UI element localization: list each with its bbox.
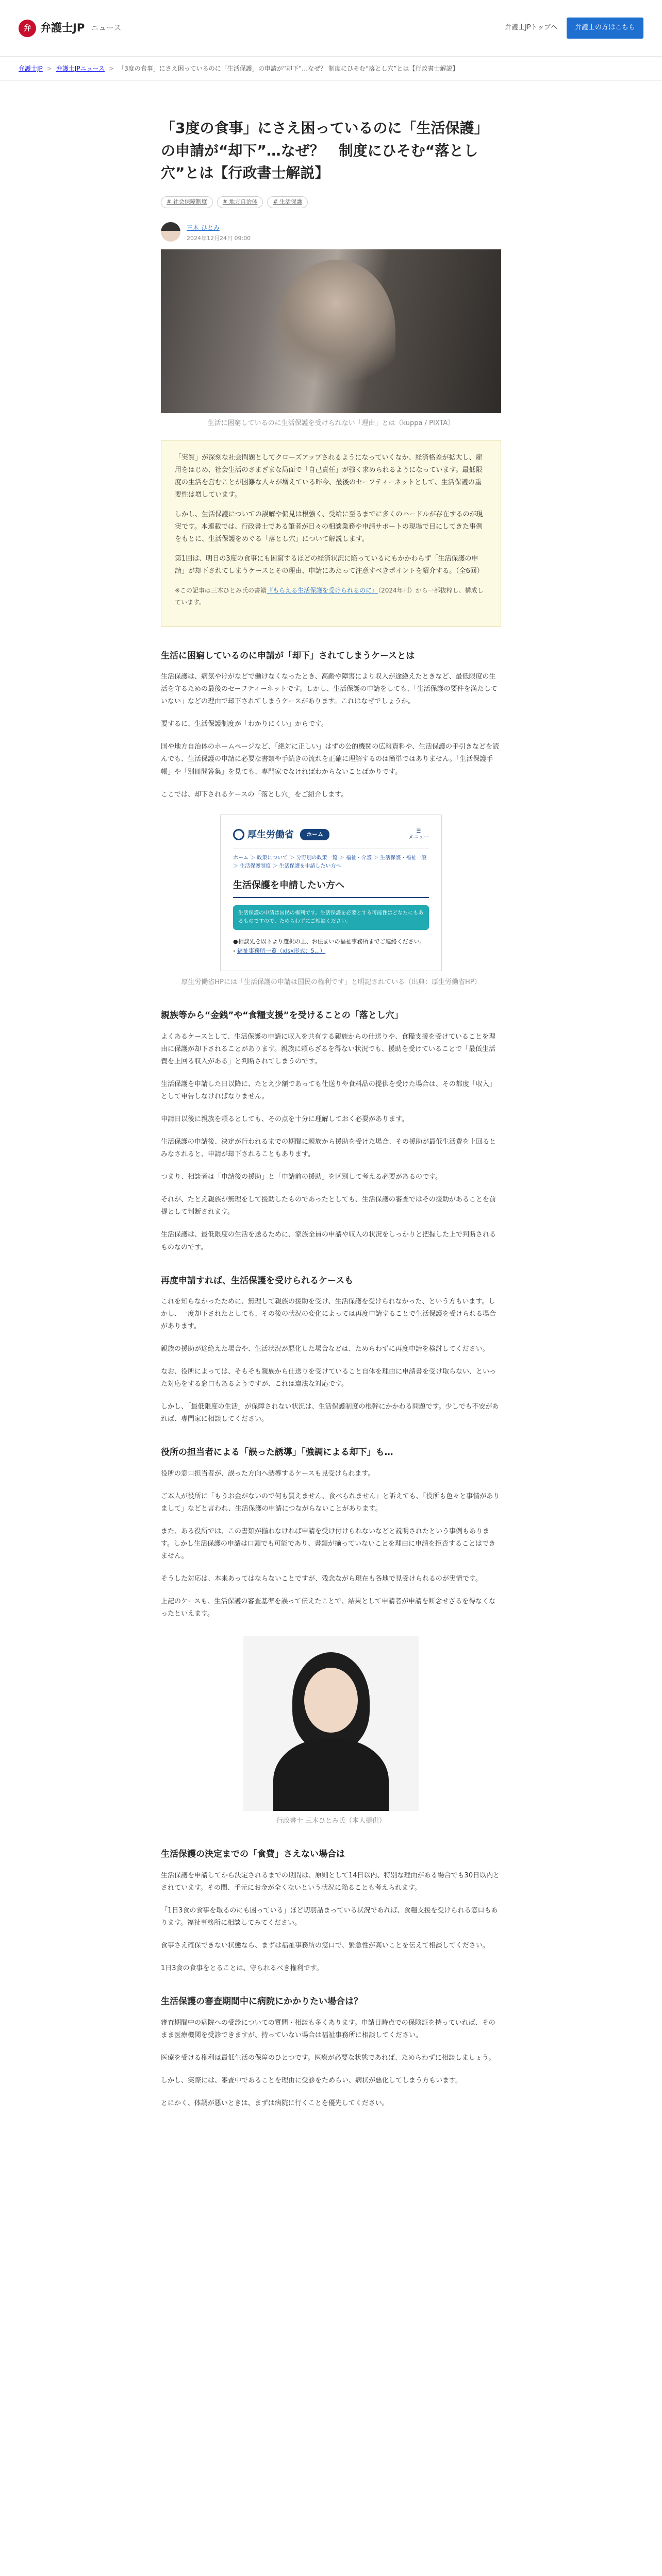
body-paragraph: なお、役所によっては、そもそも親族から仕送りを受けていること自体を理由に申請書を受け取らない、といった対応をする窓口もあるようですが、これは違法な対応です。 (161, 1368, 496, 1388)
article-container (161, 81, 501, 2110)
site-logo[interactable] (19, 18, 121, 38)
body-paragraph: しかし、実際には、審査中であることを理由に受診をためらい、病状が悪化してしまう方もいます。 (161, 2076, 462, 2084)
link-bengoshi-top[interactable]: 弁護士JPトップへ (504, 24, 557, 32)
hamburger-icon: ☰ (416, 828, 421, 835)
body-paragraph: 親族の援助が途絶えた場合や、生活状況が悪化した場合などは、ためらわずに再度申請を検討してください。 (161, 1345, 489, 1353)
tag-list (161, 196, 501, 208)
body-paragraph: 生活保護は、最低限度の生活を送るために、家族全員の申請や収入の状況をしっかりと把握した上で判断されるものなのです。 (161, 1231, 496, 1251)
author-avatar[interactable] (161, 222, 180, 242)
body-paragraph: 生活保護は、病気やけがなどで働けなくなったとき、高齢や障害により収入が途絶えたときなど、最低限度の生活を守るための最後のセーフティーネットです。しかし、生活保護の申請をしても、「生活保護の要件を満たしていない」などの理由で却下されてしまうケースがあります。これはなぜでしょうか。 (161, 673, 498, 706)
mhlw-caption: 厚生労働省HPには「生活保護の申請は国民の権利です」と明記されている（出典：厚生労働省HP） (181, 978, 481, 987)
article-summary-box (161, 440, 501, 627)
mhlw-menu: ☰ メニュー (408, 828, 429, 841)
breadcrumb-item-current: 「3度の食事」にさえ困っているのに「生活保護」の申請が“却下”…なぜ？ 制度にひそむ“落とし穴”とは【行政書士解説】 (118, 65, 459, 72)
header-nav (505, 18, 643, 38)
author-block (161, 222, 501, 242)
body-paragraph: これを知らなかったために、無理して親族の援助を受け、生活保護を受けられなかった、という方もいます。しかし、一度却下されたとしても、その後の状況の変化によっては再度申請することで生活保護を受けられる場合があります。 (161, 1298, 496, 1331)
section-heading: 役所の担当者による「誤った誘導」「強調による却下」も… (161, 1447, 393, 1458)
section-heading: 生活保護の審査期間中に病院にかかりたい場合は？ (161, 1996, 362, 2007)
book-link[interactable]: 『もらえる生活保護を受けられるのに』 (267, 587, 378, 595)
tag-item[interactable]: # 社会保障制度 (161, 196, 213, 208)
body-paragraph: 要するに、生活保護制度が「わかりにくい」からです。 (161, 720, 328, 728)
body-paragraph: 1日3食の食事をとることは、守られるべき権利です。 (161, 1964, 323, 1973)
mhlw-page-title: 生活保護を申請したい方へ (233, 877, 429, 898)
body-paragraph: 上記のケースも、生活保護の審査基準を誤って伝えたことで、結果として申請者が申請を断念せざるを得なくなったといえます。 (161, 1598, 496, 1618)
mhlw-header (233, 826, 429, 849)
body-paragraph: また、ある役所では、この書類が揃わなければ申請を受け付けられないなどと説明されたという事例もあります。しかし生活保護の申請は口頭でも可能であり、書類が揃っていないことを理由に申請を拒否することはできません。 (161, 1528, 495, 1561)
mhlw-notice: 生活保護の申請は国民の権利です。生活保護を必要とする可能性はどなたにもあるものですので、ためらわずにご相談ください。 (233, 905, 429, 930)
mhlw-breadcrumb: ホーム ＞ 政策について ＞ 分野別の政策一覧 ＞ 福祉・介護 ＞ 生活保護・福祉一般 ＞ 生活保護制度 ＞ 生活保護を申請したい方へ (233, 855, 427, 869)
mhlw-link: › 福祉事務所一覧（xlsx形式：5...） (233, 947, 326, 954)
body-paragraph: よくあるケースとして、生活保護の申請に収入を共有する親族からの仕送りや、食糧支援を受けていることを理由に保護が却下されることがあります。親族に頼らざるを得ない状況でも、援助を受けていることで「最低生活費を上回る収入がある」と判断されてしまうのです。 (161, 1032, 495, 1066)
breadcrumb-separator: > (109, 65, 114, 72)
mhlw-home-button: ホーム (300, 829, 329, 840)
site-header (0, 0, 662, 57)
body-paragraph: しかし、「最低限度の生活」が保障されない状況は、生活保護制度の根幹にかかわる問題です。少しでも不安があれば、専門家に相談してください。 (161, 1403, 499, 1423)
logo-mark-icon: 弁 (19, 20, 36, 37)
publish-date: 2024年12月24日 09:00 (187, 234, 251, 242)
register-button[interactable]: 弁護士の方はこちら (567, 18, 643, 38)
body-paragraph: そうした対応は、本来あってはならないことですが、残念ながら現在も各地で見受けられるのが実情です。 (161, 1575, 482, 1583)
body-paragraph: 医療を受ける権利は最低生活の保障のひとつです。医療が必要な状態であれば、ためらわずに相談しましょう。 (161, 2054, 495, 2062)
body-paragraph: 審査期間中の病院への受診についての質問・相談も多くあります。申請日時点での保険証を持っていれば、そのまま医療機関を受診できますが、持っていない場合は福祉事務所に相談してください。 (161, 2019, 495, 2039)
mhlw-text: ●相談先を以下より選択の上、お住まいの福祉事務所までご連絡ください。 › 福祉事務所一覧（xlsx形式：5...） (233, 937, 429, 955)
body-paragraph: 国や地方自治体のホームページなど、「絶対に正しい」はずの公的機関の広報資料や、生活保護の手引きなどを読んでも、生活保護の申請に必要な書類や手続きの流れを正確に理解するのは簡単ではありません。「生活保護手帳」や「別冊問答集」を見ても、専門家でなければわからないことばかりです。 (161, 743, 499, 776)
body-paragraph: 申請日以後に親族を頼るとしても、その点を十分に理解しておく必要があります。 (161, 1115, 408, 1124)
mhlw-logo: 厚生労働省 ホーム (233, 826, 329, 843)
tag-item[interactable]: # 生活保護 (267, 196, 308, 208)
body-paragraph: ご本人が役所に「もうお金がないので何も買えません、食べられません」と訴えても、「役所も色々と事情がありまして」などと言われ、生活保護の申請につながらないことがあります。 (161, 1492, 500, 1513)
body-paragraph: 生活保護の申請後、決定が行われるまでの期間に親族から援助を受けた場合、その援助が最低生活費を上回るとみなされると、申請が却下されることもあります。 (161, 1138, 496, 1159)
logo-text: 弁護士JP (40, 22, 85, 35)
section-heading: 生活保護の決定までの「食費」さえない場合は (161, 1849, 345, 1860)
hero-image (161, 249, 501, 413)
hero-caption: 生活に困窮しているのに生活保護を受けられない「理由」とは（kuppa / PIXTA） (207, 419, 455, 427)
summary-paragraph: しかし、生活保護についての誤解や偏見は根強く、受給に至るまでに多くのハードルが存在するのが現実です。本連載では、行政書士である筆者が日々の相談業務や申請サポートの現場で目にしてきた事例をもとに、生活保護をめぐる「落とし穴」について解説します。 (175, 511, 483, 544)
section-heading: 再度申請すれば、生活保護を受けられるケースも (161, 1275, 354, 1286)
section-heading: 親族等から“金銭”や“食糧支援”を受けることの「落とし穴」 (161, 1010, 403, 1021)
mhlw-screenshot (220, 815, 442, 972)
body-paragraph: 食事さえ確保できない状態なら、まずは福祉事務所の窓口で、緊急性が高いことを伝えて相談してください。 (161, 1942, 489, 1950)
tag-item[interactable]: # 地方自治体 (217, 196, 263, 208)
body-paragraph: 生活保護を申請してから決定されるまでの期間は、原則として14日以内、特別な理由がある場合でも30日以内とされています。その間、手元にお金が全くないという状況に陥ることも考えられます。 (161, 1871, 500, 1892)
body-paragraph: つまり、相談者は「申請後の援助」と「申請前の援助」を区別して考える必要があるのです。 (161, 1173, 442, 1181)
body-paragraph: それが、たとえ親族が無理をして援助したものであったとしても、生活保護の審査ではその援助があることを前提として判断されます。 (161, 1196, 496, 1216)
breadcrumb (0, 57, 662, 81)
body-paragraph: とにかく、体調が悪いときは、まずは病院に行くことを優先してください。 (161, 2099, 389, 2107)
author-portrait (243, 1636, 419, 1811)
body-paragraph: 生活保護を申請した日以降に、たとえ少額であっても仕送りや食料品の提供を受けた場合は、その都度「収入」として申告しなければなりません。 (161, 1080, 496, 1101)
breadcrumb-item-home[interactable]: 弁護士JP (19, 65, 43, 72)
summary-paragraph: 「実質」が深刻な社会問題としてクローズアップされるようになっていくなか、経済格差が拡大し、雇用をはじめ、社会生活のさまざまな局面で「自己責任」が強く求められるようになっています。最低限度の生活を営むことが困難な人々が増えている昨今、最後のセーフティーネットとして、生活保護の重要性は増しています。 (175, 453, 483, 499)
section-heading: 生活に困窮しているのに申請が「却下」されてしまうケースとは (161, 650, 415, 661)
logo-news-label: ニュース (91, 23, 122, 32)
summary-paragraph: 第1回は、明日の3度の食事にも困窮するほどの経済状況に陥っているにもかかわらず「生活保護の申請」が却下されてしまうケースとその理由、申請にあたって注意すべきポイントを紹介する。（全6回） (175, 555, 484, 575)
summary-note: ※この記事は三木ひとみ氏の書籍『もらえる生活保護を受けられるのに』（2024年刊）から一部抜粋し、構成しています。 (175, 587, 484, 606)
body-paragraph: ここでは、却下されるケースの「落とし穴」をご紹介します。 (161, 790, 348, 799)
breadcrumb-separator: > (46, 65, 52, 72)
mhlw-emblem-icon (233, 829, 244, 840)
body-paragraph: 役所の窓口担当者が、誤った方向へ誘導するケースも見受けられます。 (161, 1469, 375, 1478)
body-paragraph: 「1日3食の食事を取るのにも困っている」ほど切羽詰まっている状況であれば、食糧支援を受けられる窓口もあります。福祉事務所に相談してみてください。 (161, 1906, 498, 1927)
portrait-caption: 行政書士 三木ひとみ氏（本人提供） (276, 1817, 386, 1825)
breadcrumb-item-news[interactable]: 弁護士JPニュース (56, 65, 105, 72)
author-name[interactable]: 三木 ひとみ (187, 224, 220, 231)
article-title: 「3度の食事」にさえ困っているのに「生活保護」の申請が“却下”…なぜ？ 制度にひそむ“落とし穴”とは【行政書士解説】 (161, 120, 489, 181)
